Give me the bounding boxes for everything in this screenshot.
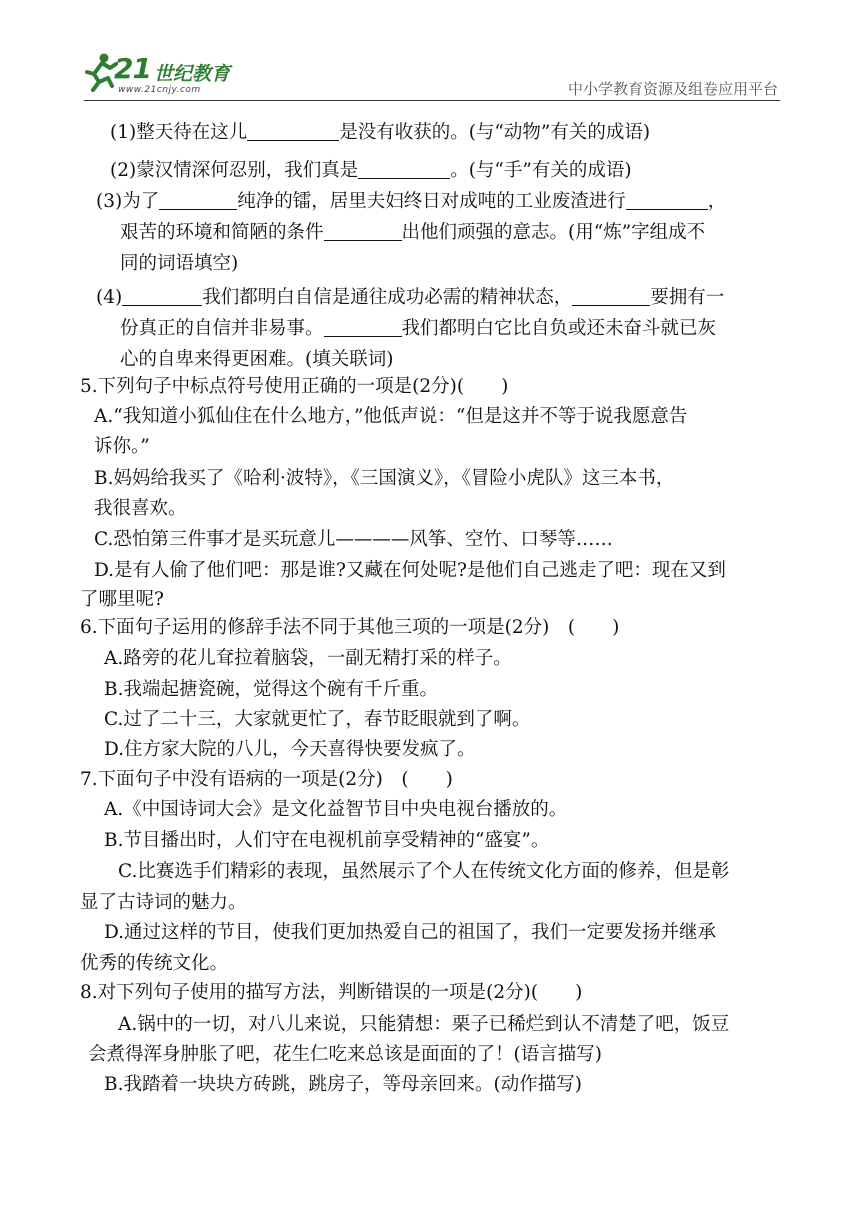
q5-option-d-cont: 了哪里呢?: [80, 589, 164, 610]
q6-option-d: D.住方家大院的八儿，今天喜得快要发疯了。: [104, 739, 476, 760]
q4-item2-line: (2)蒙汉情深何忍别，我们真是 。(与“手”有关的成语): [110, 160, 632, 181]
q5-option-c: C.恐怕第三件事才是买玩意儿————风筝、空竹、口琴等……: [94, 529, 613, 550]
q4-item3-line1: (3)为了 纯净的镭，居里夫妇终日对成吨的工业废渣进行 ，: [96, 191, 727, 212]
answer-blank[interactable]: [358, 158, 450, 179]
q7-option-d-cont: 优秀的传统文化。: [80, 953, 229, 974]
platform-title: 中小学教育资源及组卷应用平台: [567, 80, 778, 98]
answer-blank[interactable]: [324, 316, 402, 337]
q5-option-a: A.“我知道小狐仙住在什么地方，”他低声说：“但是这并不等于说我愿意告: [94, 406, 688, 427]
logo-url: www.21cnjy.com: [118, 85, 201, 95]
running-figure-icon: [84, 52, 118, 92]
answer-blank[interactable]: [122, 285, 202, 306]
q8-option-a: A.锅中的一切，对八儿来说，只能猜想：栗子已稀烂到认不清楚了吧，饭豆: [118, 1014, 730, 1035]
header-divider: [84, 100, 780, 101]
question-8: 8.对下列句子使用的描写方法，判断错误的一项是(2分)( ): [80, 982, 583, 1003]
logo-text: 世纪教育: [154, 63, 231, 85]
q5-option-b-cont: 我很喜欢。: [94, 498, 187, 519]
q7-option-b: B.节目播出时，人们守在电视机前享受精神的“盛宴”。: [104, 830, 550, 851]
q7-option-d: D.通过这样的节目，使我们更加热爱自己的祖国了，我们一定要发扬并继承: [104, 922, 717, 943]
logo: [84, 52, 244, 100]
answer-blank[interactable]: [324, 220, 402, 241]
q7-option-a: A.《中国诗词大会》是文化益智节目中央电视台播放的。: [104, 799, 568, 820]
answer-blank[interactable]: [159, 189, 237, 210]
question-6: 6.下面句子运用的修辞手法不同于其他三项的一项是(2分) ( ): [80, 617, 620, 638]
q8-option-b: B.我踏着一块块方砖跳，跳房子，等母亲回来。(动作描写): [104, 1074, 582, 1095]
q6-option-b: B.我端起搪瓷碗，觉得这个碗有千斤重。: [104, 679, 438, 700]
q7-option-c-cont: 显了古诗词的魅力。: [80, 892, 247, 913]
answer-blank[interactable]: [572, 285, 650, 306]
logo-number: 21: [114, 52, 151, 85]
q7-option-c: C.比赛选手们精彩的表现，虽然展示了个人在传统文化方面的修养，但是彰: [118, 861, 730, 882]
q6-option-a: A.路旁的花儿耷拉着脑袋，一副无精打采的样子。: [104, 648, 512, 669]
answer-blank[interactable]: [247, 120, 339, 141]
q5-option-a-cont: 诉你。”: [94, 436, 150, 457]
q4-item4-line3: 心的自卑来得更困难。(填关联词): [120, 349, 394, 370]
q4-item4-line1: (4) 我们都明白自信是通往成功必需的精神状态， 要拥有一: [96, 287, 725, 308]
q4-item3-line3: 同的词语填空): [120, 253, 239, 274]
q8-option-a-cont: 会煮得浑身肿胀了吧，花生仁吃来总该是面面的了！(语言描写): [88, 1044, 602, 1065]
q5-option-d: D.是有人偷了他们吧：那是谁?又藏在何处呢?是他们自己逃走了吧：现在又到: [94, 560, 726, 581]
answer-blank[interactable]: [626, 189, 708, 210]
q6-option-c: C.过了二十三，大家就更忙了，春节眨眼就到了啊。: [104, 709, 531, 730]
page-header: [0, 0, 860, 110]
question-7: 7.下面句子中没有语病的一项是(2分) ( ): [80, 769, 453, 790]
q4-item3-line2: 艰苦的环境和简陋的条件 出他们顽强的意志。(用“炼”字组成不: [120, 222, 706, 243]
q4-item4-line2: 份真正的自信并非易事。 我们都明白它比自负或还未奋斗就已灰: [120, 318, 717, 339]
question-5: 5.下列句子中标点符号使用正确的一项是(2分)( ): [80, 376, 509, 397]
q5-option-b: B.妈妈给我买了《哈利·波特》，《三国演义》，《冒险小虎队》这三本书，: [94, 468, 675, 489]
q4-item1-line: (1)整天待在这儿 是没有收获的。(与“动物”有关的成语): [110, 122, 651, 143]
